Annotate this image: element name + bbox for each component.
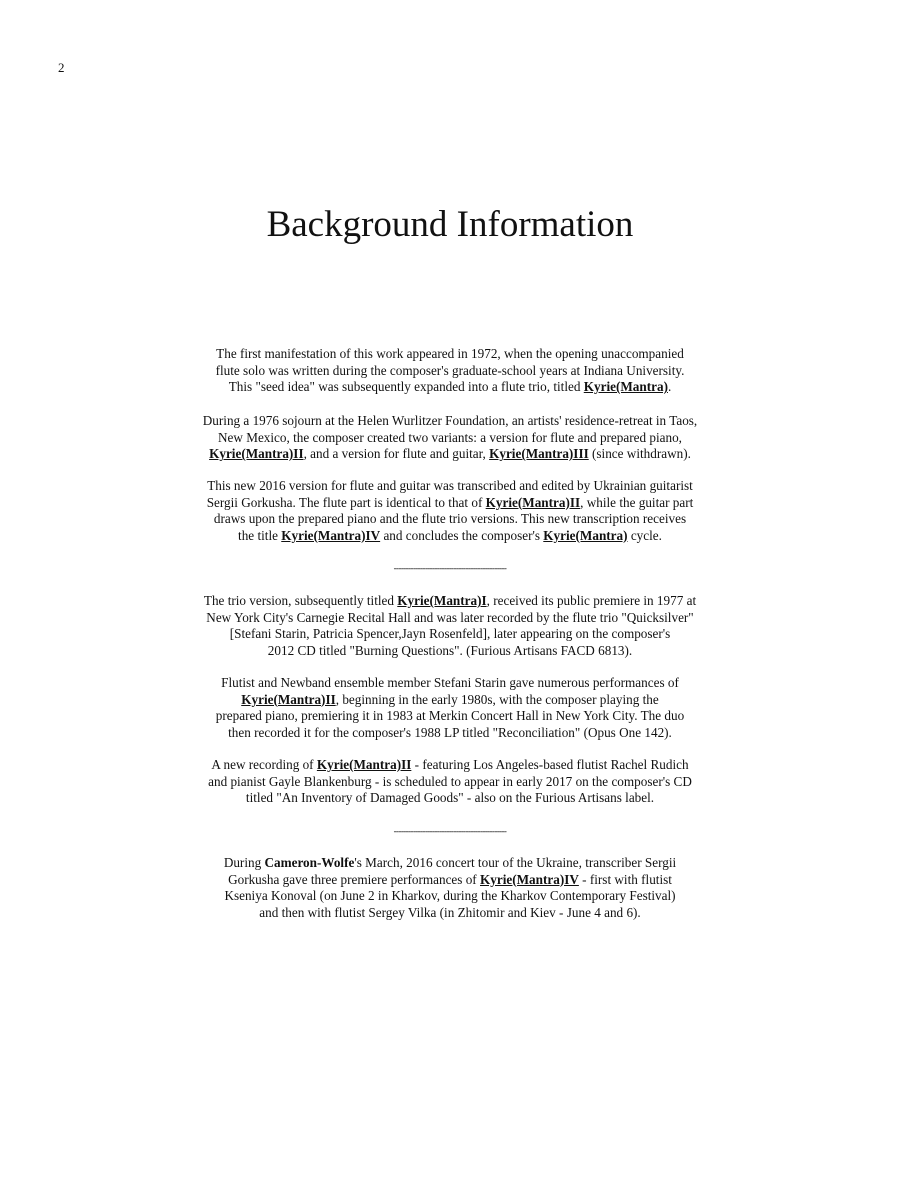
- text-line: Kyrie(Mantra)II, beginning in the early 1980s, with the composer playing the: [241, 691, 659, 707]
- text-line: This new 2016 version for flute and guitar was transcribed and edited by Ukrainian guitarist: [207, 478, 693, 493]
- text-line: [Stefani Starin, Patricia Spencer,Jayn Rosenfeld], later appearing on the composer's: [229, 626, 671, 642]
- paragraph-trio-premiere: [150, 593, 750, 659]
- text-line: This "seed idea" was subsequently expanded into a flute trio, titled Kyrie(Mantra).: [228, 379, 672, 395]
- text-line: then recorded it for the composer's 1988 LP titled "Reconciliation" (Opus One 142).: [228, 724, 672, 740]
- work-title-kyrie-mantra-iv: Kyrie(Mantra)IV: [281, 527, 381, 543]
- text-line: Kseniya Konoval (on June 2 in Kharkov, during the Kharkov Contemporary Festival): [224, 888, 676, 904]
- text-line: New York City's Carnegie Recital Hall and was later recorded by the flute trio "Quicksilver": [206, 609, 694, 625]
- text-line: and pianist Gayle Blankenburg - is scheduled to appear in early 2017 on the composer's CD: [208, 773, 692, 789]
- section-divider: -----------------------------------------------: [393, 826, 507, 836]
- paragraph-starin-performances: [150, 675, 750, 741]
- paragraph-origin: [150, 346, 750, 396]
- work-title-kyrie-mantra: Kyrie(Mantra): [583, 379, 668, 395]
- paragraph-2016-version: [150, 478, 750, 544]
- page-title: Background Information: [266, 204, 634, 245]
- work-title-kyrie-mantra: Kyrie(Mantra): [543, 527, 628, 543]
- work-title-kyrie-mantra-ii: Kyrie(Mantra)II: [485, 494, 581, 510]
- text-line: The first manifestation of this work appeared in 1972, when the opening unaccompanied: [216, 346, 684, 361]
- composer-name: Cameron-Wolfe: [264, 855, 355, 870]
- work-title-kyrie-mantra-ii: Kyrie(Mantra)II: [209, 446, 304, 462]
- text-line: flute solo was written during the composer's graduate-school years at Indiana University.: [215, 362, 685, 378]
- text-line: titled "An Inventory of Damaged Goods" - also on the Furious Artisans label.: [245, 790, 655, 806]
- text-line: 2012 CD titled "Burning Questions". (Furious Artisans FACD 6813).: [267, 642, 633, 658]
- text-line: A new recording of Kyrie(Mantra)II - featuring Los Angeles-based flutist Rachel Rudich: [211, 757, 689, 772]
- section-divider: -----------------------------------------------: [393, 563, 507, 573]
- page-number: 2: [58, 60, 65, 75]
- text-line: the title Kyrie(Mantra)IV and concludes the composer's Kyrie(Mantra) cycle.: [238, 527, 662, 543]
- text-line: During a 1976 sojourn at the Helen Wurlitzer Foundation, an artists' residence-retreat in Taos,: [202, 413, 698, 428]
- text-line: New Mexico, the composer created two variants: a version for flute and prepared piano,: [218, 429, 682, 445]
- paragraph-taos-variants: [150, 413, 750, 463]
- work-title-kyrie-mantra-ii: Kyrie(Mantra)II: [316, 757, 412, 772]
- text-line: The trio version, subsequently titled Kyrie(Mantra)I, received its public premiere in 1977 at: [203, 593, 697, 608]
- work-title-kyrie-mantra-iv: Kyrie(Mantra)IV: [480, 871, 579, 887]
- work-title-kyrie-mantra-i: Kyrie(Mantra)I: [397, 593, 487, 608]
- paragraph-new-recording: [150, 757, 750, 807]
- text-line: Kyrie(Mantra)II, and a version for flute and guitar, Kyrie(Mantra)III (since withdrawn).: [209, 446, 691, 462]
- text-line: Sergii Gorkusha. The flute part is identical to that of Kyrie(Mantra)II, while the guitar part: [206, 494, 694, 510]
- text-line: Gorkusha gave three premiere performances of Kyrie(Mantra)IV - first with flutist: [228, 871, 672, 887]
- text-line: draws upon the prepared piano and the flute trio versions. This new transcription receives: [213, 511, 687, 527]
- text-line: prepared piano, premiering it in 1983 at Merkin Concert Hall in New York City. The duo: [215, 708, 685, 724]
- paragraph-ukraine-tour: [150, 855, 750, 921]
- work-title-kyrie-mantra-iii: Kyrie(Mantra)III: [489, 446, 589, 462]
- text-line: During Cameron-Wolfe's March, 2016 concert tour of the Ukraine, transcriber Sergii: [223, 855, 677, 870]
- text-line: and then with flutist Sergey Vilka (in Zhitomir and Kiev - June 4 and 6).: [259, 904, 641, 920]
- text-line: Flutist and Newband ensemble member Stefani Starin gave numerous performances of: [221, 675, 679, 690]
- work-title-kyrie-mantra-ii: Kyrie(Mantra)II: [241, 691, 336, 707]
